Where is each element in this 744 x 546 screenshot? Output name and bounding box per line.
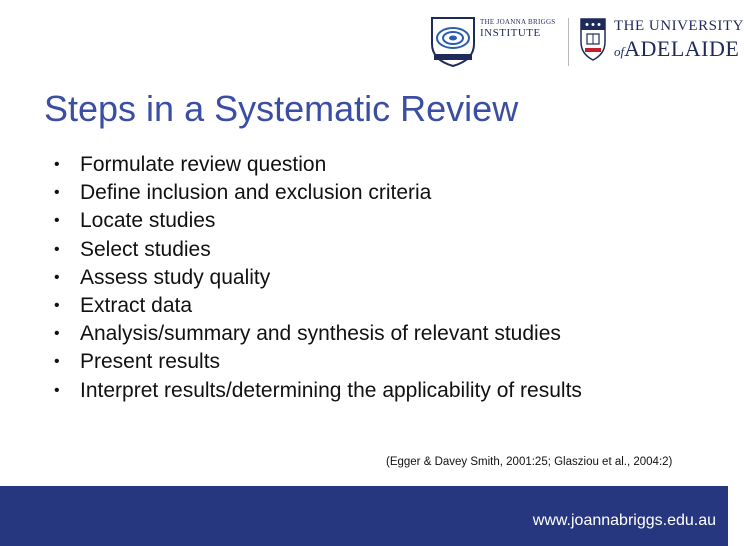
bullet-item: • Interpret results/determining the applicability of results bbox=[54, 377, 582, 405]
bullet-item: • Analysis/summary and synthesis of relevant studies bbox=[54, 320, 582, 348]
bullet-item: • Extract data bbox=[54, 292, 582, 320]
jbi-name-line2: INSTITUTE bbox=[480, 27, 541, 39]
footer-url[interactable]: www.joannabriggs.edu.au bbox=[532, 512, 716, 529]
adelaide-name-line1: THE UNIVERSITY bbox=[614, 18, 744, 34]
footer-bar bbox=[0, 486, 728, 546]
bullet-item: • Assess study quality bbox=[54, 264, 582, 292]
bullet-item: • Locate studies bbox=[54, 207, 582, 235]
citation: (Egger & Davey Smith, 2001:25; Glasziou et al., 2004:2) bbox=[386, 456, 673, 468]
bullet-item: • Define inclusion and exclusion criteria bbox=[54, 179, 582, 207]
bullet-list bbox=[54, 151, 582, 405]
bullet-item: • Formulate review question bbox=[54, 151, 582, 179]
jbi-emblem-icon bbox=[428, 14, 478, 68]
slide-title: Steps in a Systematic Review bbox=[44, 88, 519, 129]
bullet-item: • Present results bbox=[54, 348, 582, 376]
bullet-item: • Select studies bbox=[54, 236, 582, 264]
jbi-logo bbox=[428, 14, 558, 70]
adelaide-name-line2 bbox=[614, 36, 739, 62]
adelaide-of: of bbox=[614, 44, 625, 59]
adelaide-name: ADELAIDE bbox=[624, 36, 740, 61]
logo-divider bbox=[568, 18, 569, 66]
adelaide-logo bbox=[578, 16, 744, 66]
adelaide-crest-icon bbox=[578, 16, 608, 62]
jbi-name-line1: THE JOANNA BRIGGS bbox=[480, 18, 556, 26]
